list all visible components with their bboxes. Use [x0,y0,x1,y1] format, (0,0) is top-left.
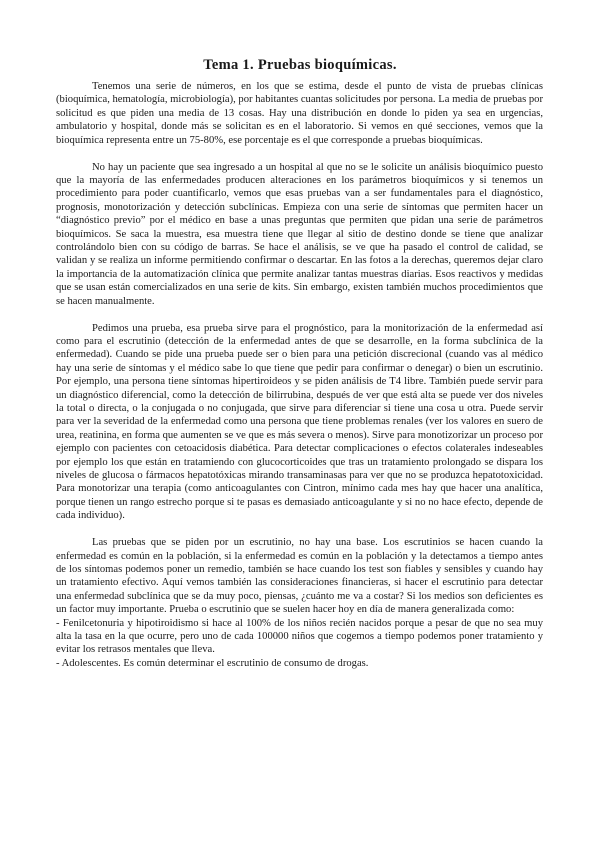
paragraph-spacer [56,308,543,322]
paragraph-test-uses: Pedimos una prueba, esa prueba sirve para el prognóstico, para la monitorización de la enfermedad así como para el escrutinio (detección de la enfermedad antes de que se desarrolle, en la forma subclínica de la enfermedad). Cuando se pide una prueba puede ser o bien para una petición discrecional (cuando vas al médico hay una serie de síntomas y el médico sabe lo que tiene que pedir para confirmar o denegar) o bien un escrutinio. Por ejemplo, una persona tiene síntomas hipertiroideos y se piden análisis de T4 libre. También puede servir para un diagnóstico diferencial, como la detección de bilirrubina, después de ver que está alta se puede ver dos niveles la total o directa, o la conjugada o no conjugada, que sirve para diferenciar si tiene una cosa u otra. Puede servir para ver la severidad de la enfermedad como una persona que tiene problemas renales (ver los valores en suero de urea, reatinina, en forma que aumenten se ve que es más severa o menos). Sirve para monotizorizar un proceso por ejemplo con pacientes con cetoacidosis diabética. Para detectar complicaciones o efectos colaterales indeseables por ejemplo los que están en tratamiendo con glucocorticoides que tras un tratamiento prolongado se dispara los niveles de glucosa o fármacos hepatotóxicas mirando transaminasas para ver que no se produzca hepatotoxicidad. Para monotorizar una terapia (como anticoagulantes con Cintron, mínimo cada mes hay que hacer una analítica, porque tienen un rango estrecho porque si te pasas es demasiado anticoagulante y si no no hace efecto, depende de cada individuo). [56,322,543,522]
document-body [56,80,543,670]
list-item-phenylketonuria: - Fenilcetonuria y hipotiroidismo si hace al 100% de los niños recién nacidos porque a pesar de que no sea muy alta la tasa en la que ocurre, pero uno de cada 100000 niños que cogemos a tiempo podemos poner tratamiento y evitar los retrasos mentales que lleva. [56,617,543,656]
paragraph-spacer [56,147,543,161]
paragraph-spacer [56,523,543,537]
paragraph-intro: Tenemos una serie de números, en los que se estima, desde el punto de vista de pruebas clínicas (bioquímica, hematología, microbiología), por habitantes cuantas solicitudes por persona. La media de pruebas por solicitud es que piden una media de 13 cosas. Hay una distribución en donde lo piden ya sea en urgencias, ambulatorio y hospital, donde más se solicitan es en el laboratorio. Si vemos en qué secciones, vemos que la bioquímica representa entre un 75-80%, ese porcentaje es el que corresponde a pruebas bioquímicas. [56,81,543,146]
paragraph-hospital-analysis: No hay un paciente que sea ingresado a un hospital al que no se le solicite un análisis bioquímico puesto que la mayoría de las enfermedades producen alteraciones en los parámetros bioquímicos y si tenemos un procedimiento para poder cuantificarlo, vemos que esas pruebas van a ser fundamentales para el diagnóstico, prognosis, monotorización y detección subclínicas. Empieza con una serie de síntomas que permiten hacer un “diagnóstico previo” por el médico en base a unas preguntas que permiten que pidan una serie de parámetros bioquímicos. Se saca la muestra, esa muestra tiene que llegar al sitio de destino donde se tiene que analizar controlándolo bien con su código de barras. Se hace el análisis, se ve que ha pasado el control de calidad, se validan y se realiza un informe permitiendo confirmar o descartar. En las fotos a la derechas, queremos dejar claro la importancia de la automatización clínica que permite analizar tantas muestras diarias. Esos reactivos y medidas que se usan están comercializados en una serie de kits. Sin embargo, existen también muchos procedimientos que se hacen manualmente. [56,161,543,307]
page-title: Tema 1. Pruebas bioquímicas. [203,57,397,73]
paragraph-screening: Las pruebas que se piden por un escrutinio, no hay una base. Los escrutinios se hacen cuando la enfermedad es común en la población, si la enfermedad es común en la población y la detectamos a tiempo antes de los síntomas podemos poner un remedio, también se hace cuando los test son fiables y sensibles y cuando hay un tratamiento efectivo. Aquí vemos también las consideraciones financieras, si hacer el escrutinio para detectar una enfermedad subclínica que se da muy poco, piensas, ¿cuánto me va a costar? Si los medios son deficientes es un factor muy importante. Prueba o escrutinio que se suelen hacer hoy en día de manera generalizada como: [56,537,543,616]
list-item-adolescents: - Adolescentes. Es común determinar el escrutinio de consumo de drogas. [56,657,369,669]
